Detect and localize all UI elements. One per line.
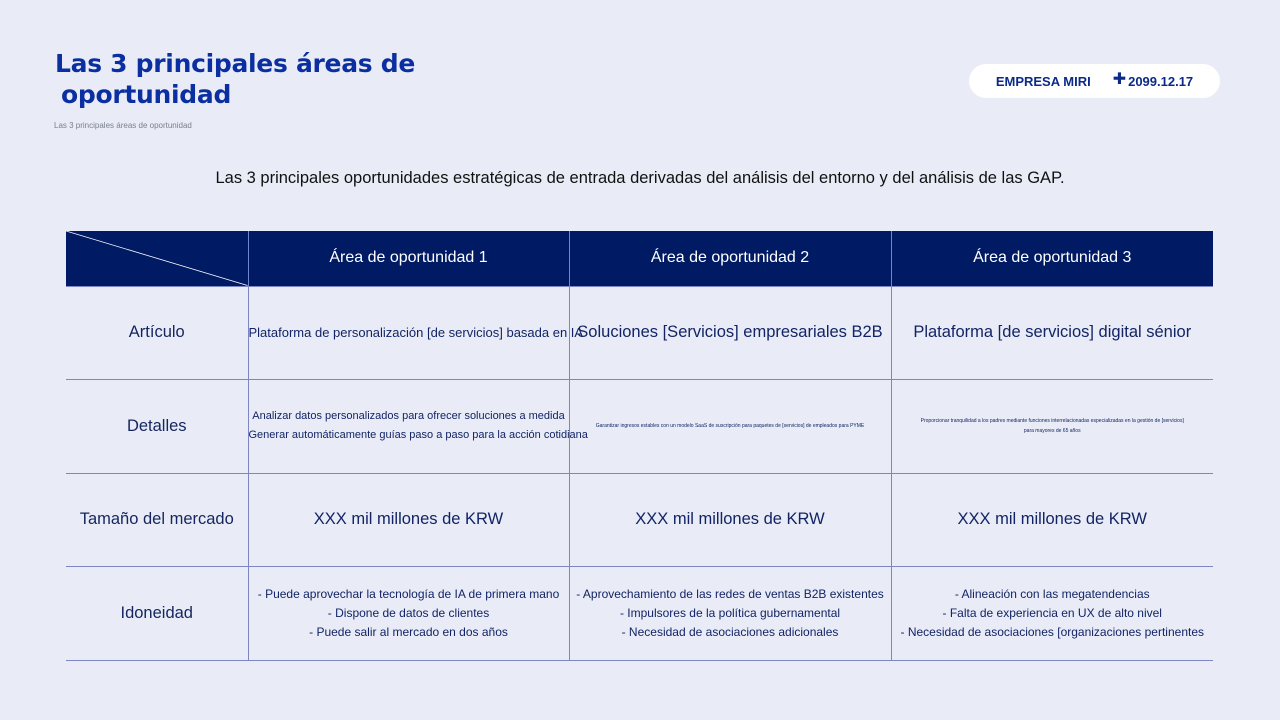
cell-text: Analizar datos personalizados para ofrecer soluciones a medida bbox=[252, 410, 565, 423]
cell-text: - Necesidad de asociaciones adicionales bbox=[621, 624, 839, 639]
cell-text: para mayores de 65 años bbox=[1023, 428, 1081, 435]
page-title bbox=[55, 48, 415, 110]
title-line-1: Las 3 principales áreas de bbox=[55, 49, 415, 78]
table-cell bbox=[891, 473, 1213, 567]
row-label: Artículo bbox=[66, 286, 248, 380]
plus-icon: ✚ bbox=[1112, 71, 1127, 88]
row-label: Detalles bbox=[66, 380, 248, 474]
cell-text: XXX mil millones de KRW bbox=[313, 510, 504, 529]
table-cell bbox=[248, 473, 569, 567]
cell-text: Plataforma [de servicios] digital sénior bbox=[913, 323, 1192, 342]
row-label: Idoneidad bbox=[66, 567, 248, 661]
corner-cell bbox=[66, 231, 248, 286]
column-header-area-2: Área de oportunidad 2 bbox=[569, 231, 891, 286]
cell-text: XXX mil millones de KRW bbox=[957, 510, 1147, 529]
cell-text: - Alineación con las megatendencias bbox=[954, 586, 1150, 601]
cell-text: Garantizar ingresos estables con un modelo SaaS de suscripción para paquetes de [servicios] de empleados para PYME bbox=[595, 423, 865, 430]
cell-text: - Falta de experiencia en UX de alto nivel bbox=[942, 605, 1162, 620]
table-cell bbox=[569, 567, 891, 661]
company-date-badge bbox=[969, 64, 1220, 98]
company-name: EMPRESA MIRI bbox=[995, 73, 1091, 89]
cell-text: Plataforma de personalización [de servicios] basada en IA bbox=[248, 325, 584, 341]
lead-statement: Las 3 principales oportunidades estratégicas de entrada derivadas del análisis del entorno y del análisis de las GAP. bbox=[215, 169, 1065, 187]
cell-text: Soluciones [Servicios] empresariales B2B bbox=[577, 323, 883, 342]
cell-text: - Puede aprovechar la tecnología de IA de primera mano bbox=[257, 586, 560, 601]
cell-text: - Impulsores de la política gubernamental bbox=[619, 605, 841, 620]
cell-text: - Puede salir al mercado en dos años bbox=[309, 624, 508, 639]
table-row-tamano-mercado bbox=[66, 473, 1213, 567]
cell-text: XXX mil millones de KRW bbox=[635, 510, 825, 529]
table-cell bbox=[569, 473, 891, 567]
table-cell bbox=[248, 380, 588, 474]
table-cell bbox=[891, 286, 1213, 380]
cell-text: Proporcionar tranquilidad a los padres mediante funciones interrelacionadas especializadas en la gestión de [servicios] bbox=[920, 418, 1184, 425]
cell-text: - Aprovechamiento de las redes de ventas B2B existentes bbox=[576, 586, 884, 601]
table-cell bbox=[891, 380, 1213, 474]
cell-text: - Dispone de datos de clientes bbox=[327, 605, 490, 620]
date-text: 2099.12.17 bbox=[1128, 73, 1194, 89]
page-subtitle: Las 3 principales áreas de oportunidad bbox=[54, 121, 192, 130]
title-line-2: oportunidad bbox=[61, 80, 232, 109]
opportunity-table bbox=[66, 231, 1213, 661]
row-label: Tamaño del mercado bbox=[66, 473, 248, 567]
table-row-idoneidad bbox=[66, 567, 1213, 661]
table-row-articulo bbox=[66, 286, 1213, 380]
table-cell bbox=[248, 567, 569, 661]
table-row-detalles bbox=[66, 380, 1213, 474]
table-header-row bbox=[66, 231, 1213, 286]
column-header-area-3: Área de oportunidad 3 bbox=[891, 231, 1213, 286]
table-cell bbox=[248, 286, 584, 380]
cell-text: - Necesidad de asociaciones [organizaciones pertinentes bbox=[900, 624, 1204, 639]
diagonal-divider-icon bbox=[66, 231, 248, 286]
date-group bbox=[1112, 71, 1194, 89]
table-cell bbox=[569, 286, 891, 380]
table-cell bbox=[891, 567, 1213, 661]
column-header-area-1: Área de oportunidad 1 bbox=[248, 231, 569, 286]
table-cell bbox=[569, 380, 891, 474]
cell-text: Generar automáticamente guías paso a paso para la acción cotidiana bbox=[248, 429, 588, 442]
